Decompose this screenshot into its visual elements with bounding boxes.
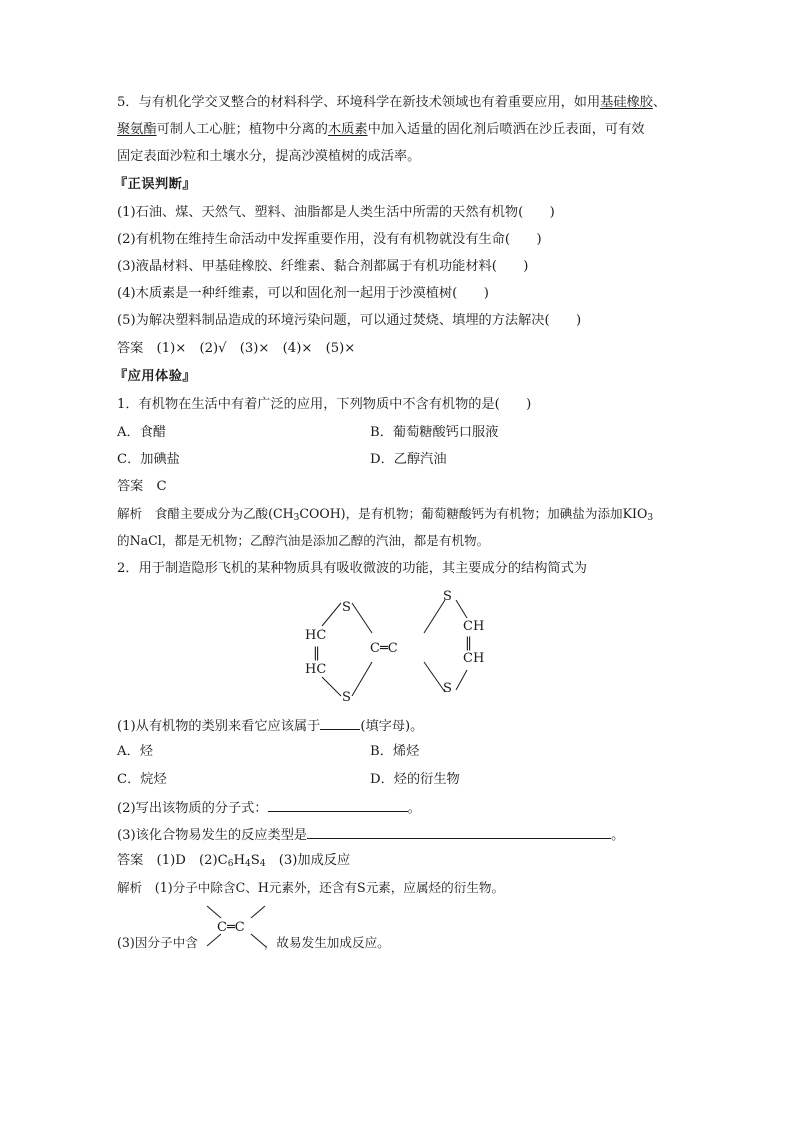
bond-line [352,662,372,696]
judgment-item-5: (5)为解决塑料制品造成的环境污染问题，可以通过焚烧、填埋的方法解决( ) [117,313,582,328]
item5-line2 [117,121,645,139]
q1-analysis-line1 [117,505,653,527]
sulfur-top-right: S [443,589,452,604]
answer-blank[interactable] [320,716,360,730]
item5-line3: 固定表面沙粒和土壤水分，提高沙漠植树的成活率。 [117,149,421,164]
subscript: 6 [227,859,234,869]
answer-blank[interactable] [307,825,611,839]
text-span: H [233,853,246,868]
text-span: (3)加成反应 [265,853,351,868]
subscript: 3 [293,513,300,523]
bond-line [352,603,372,633]
text-span: 、 [652,95,667,110]
double-bond-left: ‖ [313,645,320,661]
q2-sub3 [117,825,624,845]
bond-line [322,603,341,626]
judgment-item-1: (1)石油、煤、天然气、塑料、油脂都是人类生活中所需的天然有机物( ) [117,205,555,220]
judgment-item-2: (2)有机物在维持生命活动中发挥重要作用，没有有机物就没有生命( ) [117,232,542,247]
q2-analysis-1: 解析 (1)分子中除含C、H元素外，还含有S元素，应属烃的衍生物。 [117,880,505,895]
text-span: 。 [407,801,421,816]
hc-lower: HC [305,662,327,677]
section-title-application: 『应用体验』 [114,369,197,384]
q2-option-a: A．烃 [117,744,153,759]
text-span: (填字母)。 [360,719,424,734]
q1-option-a: A．食醋 [117,425,167,440]
ch-lower: CH [463,651,485,666]
bond-line [251,934,265,946]
bond-line [207,906,221,918]
subscript: 4 [259,859,266,869]
center-double-bond: C═C [370,641,398,656]
bond-line [322,677,341,696]
q1-stem: 1．有机物在生活中有着广泛的应用，下列物质中不含有机物的是( ) [117,397,532,412]
underlined-term: 基硅橡胶 [600,95,653,110]
judgment-item-3: (3)液晶材料、甲基硅橡胶、纤维素、黏合剂都属于有机功能材料( ) [117,259,529,274]
text-span: (2)写出该物质的分子式： [117,801,268,816]
text-span: S [250,853,260,868]
bond-line [251,906,265,918]
text-span: 答案 (1)D (2)C [117,853,228,868]
text-span: 5．与有机化学交叉整合的材料科学、环境科学在新技术领域也有着重要应用，如用 [117,95,601,110]
text-span: COOH)，是有机物；葡萄糖酸钙为有机物；加碘盐为添加KIO [299,506,648,521]
structure-formula-diagram [300,586,515,708]
q2-sub1 [117,716,423,736]
hc-upper: HC [305,628,327,643]
q2-option-d: D．烃的衍生物 [370,772,460,787]
q2-answer [117,852,350,873]
underlined-term: 木质素 [328,122,368,137]
answer-blank[interactable] [268,798,408,812]
text-span: (3)该化合物易发生的反应类型是 [117,828,308,843]
text-span: ，故易发生加成反应。 [263,935,390,950]
underlined-term: 聚氨酯 [117,122,157,137]
sulfur-bottom-right: S [443,681,452,696]
bond-line [424,600,445,633]
sulfur-bottom-left: S [342,690,351,705]
item5-line1 [117,94,666,112]
q2-stem: 2．用于制造隐形飞机的某种物质具有吸收微波的功能，其主要成分的结构简式为 [117,561,587,576]
text-span: 解析 食醋主要成分为乙酸(CH [117,506,294,521]
q1-answer: 答案 C [117,479,167,494]
judgment-item-4: (4)木质素是一种纤维素，可以和固化剂一起用于沙漠植树( ) [117,286,489,301]
q2-option-b: B．烯烃 [370,744,420,759]
q2-sub2 [117,798,421,818]
cc-group-label: C═C [217,920,245,935]
q1-option-b: B．葡萄糖酸钙口服液 [370,425,499,440]
double-bond-right: ‖ [465,635,472,651]
sulfur-top-left: S [342,600,351,615]
bond-line [456,600,467,618]
text-span: 可制人工心脏；植物中分离的 [156,122,328,137]
q1-option-d: D．乙醇汽油 [370,452,447,467]
section-title-judgment: 『正误判断』 [114,177,197,192]
judgment-answer: 答案 (1)× (2)√ (3)× (4)× (5)× [117,341,356,356]
subscript: 3 [647,513,654,523]
q1-analysis-line2: 的NaCl，都是无机物；乙醇汽油是添加乙醇的汽油，都是有机物。 [117,533,490,548]
text-span: (1)从有机物的类别来看它应该属于 [117,719,321,734]
subscript: 4 [245,859,251,869]
bond-line [207,934,221,946]
text-span: 。 [611,828,625,843]
cc-double-bond-group [203,902,269,952]
bond-line [456,670,467,690]
text-span: (3)因分子中含 [117,935,198,950]
text-span: 中加入适量的固化剂后喷洒在沙丘表面，可有效 [367,122,645,137]
q1-option-c: C．加碘盐 [117,452,180,467]
q2-option-c: C．烷烃 [117,772,167,787]
bond-line [424,662,445,692]
ch-upper: CH [463,619,485,634]
